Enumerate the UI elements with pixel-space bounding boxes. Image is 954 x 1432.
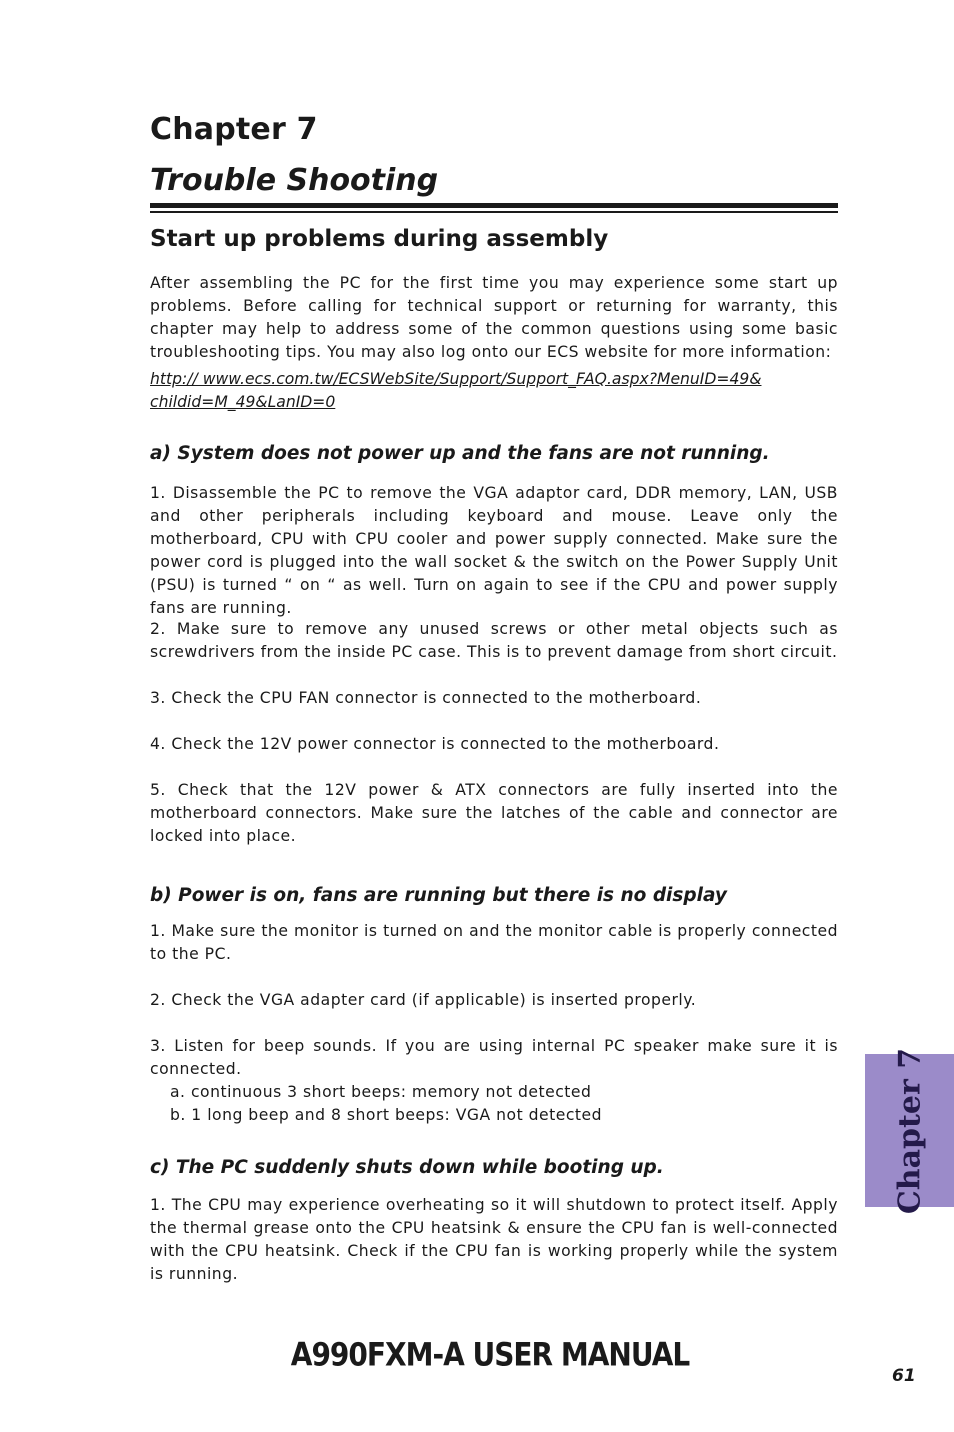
page-number: 61 [892,1366,916,1386]
section-a-heading: a) System does not power up and the fans are not running. [150,443,770,464]
section-a-items [150,733,838,756]
intro-paragraph: After assembling the PC for the first time you may experience some start up problems. Before calling for technical support or returning for warranty, this chapter may help to address some of the common questions using some basic troubleshooting tips. You may also log onto our ECS website for more information: [150,274,838,361]
list-item: 3. Listen for beep sounds. If you are using internal PC speaker make sure it is connected. [150,1037,838,1078]
section-a-items [150,618,838,664]
list-item: 4. Check the 12V power connector is connected to the motherboard. [150,735,720,753]
list-item: 5. Check that the 12V power & ATX connectors are fully inserted into the motherboard connectors. Make sure the latches of the cable and connector are locked into place. [150,781,838,845]
title-rule-thick [150,203,838,208]
list-item: 3. Check the CPU FAN connector is connected to the motherboard. [150,689,702,707]
section-a-items [150,779,838,848]
intro-block [150,272,838,414]
sub-list-item: a. continuous 3 short beeps: memory not detected [170,1083,592,1101]
chapter-title: Chapter 7 [150,112,318,147]
list-item: 1. Make sure the monitor is turned on and the monitor cable is properly connected to the PC. [150,922,838,963]
list-item: 2. Check the VGA adapter card (if applicable) is inserted properly. [150,991,697,1009]
section-c-heading: c) The PC suddenly shuts down while booting up. [150,1157,664,1178]
list-item: 1. Disassemble the PC to remove the VGA adaptor card, DDR memory, LAN, USB and other peripherals including keyboard and mouse. Leave only the motherboard, CPU with CPU cooler and power supply connected. Make sure the power cord is plugged into the wall socket & the switch on the Power Supply Unit (PSU) is turned “ on “ as well. Turn on again to see if the CPU and power supply fans are running. [150,484,838,617]
list-item: 1. The CPU may experience overheating so it will shutdown to protect itself. Apply the thermal grease onto the CPU heatsink & ensure the CPU fan is well-connected with the CPU heatsink. Check if the CPU fan is working properly while the system is running. [150,1196,838,1283]
sub-list-item: b. 1 long beep and 8 short beeps: VGA not detected [170,1106,603,1124]
title-rule-thin [150,211,838,213]
section-title: Start up problems during assembly [150,226,609,252]
support-link-line1[interactable]: http:// www.ecs.com.tw/ECSWebSite/Support/Support_FAQ.aspx?MenuID=49& [150,370,762,388]
chapter-side-tab-label: Chapter 7 [892,1047,927,1214]
section-b-heading: b) Power is on, fans are running but there is no display [150,885,727,906]
support-link-line2[interactable]: childid=M_49&LanID=0 [150,393,336,411]
chapter-subtitle: Trouble Shooting [150,163,439,198]
section-a-items [150,482,838,620]
list-item: 2. Make sure to remove any unused screws or other metal objects such as screwdrivers from the inside PC case. This is to prevent damage from short circuit. [150,620,838,661]
section-b-items [150,1035,838,1127]
section-a-items [150,687,838,710]
manual-title: A990FXM-A USER MANUAL [290,1335,690,1374]
chapter-side-tab [865,1047,954,1214]
section-c-items [150,1194,838,1286]
section-b-items [150,989,838,1012]
section-b-items [150,920,838,966]
